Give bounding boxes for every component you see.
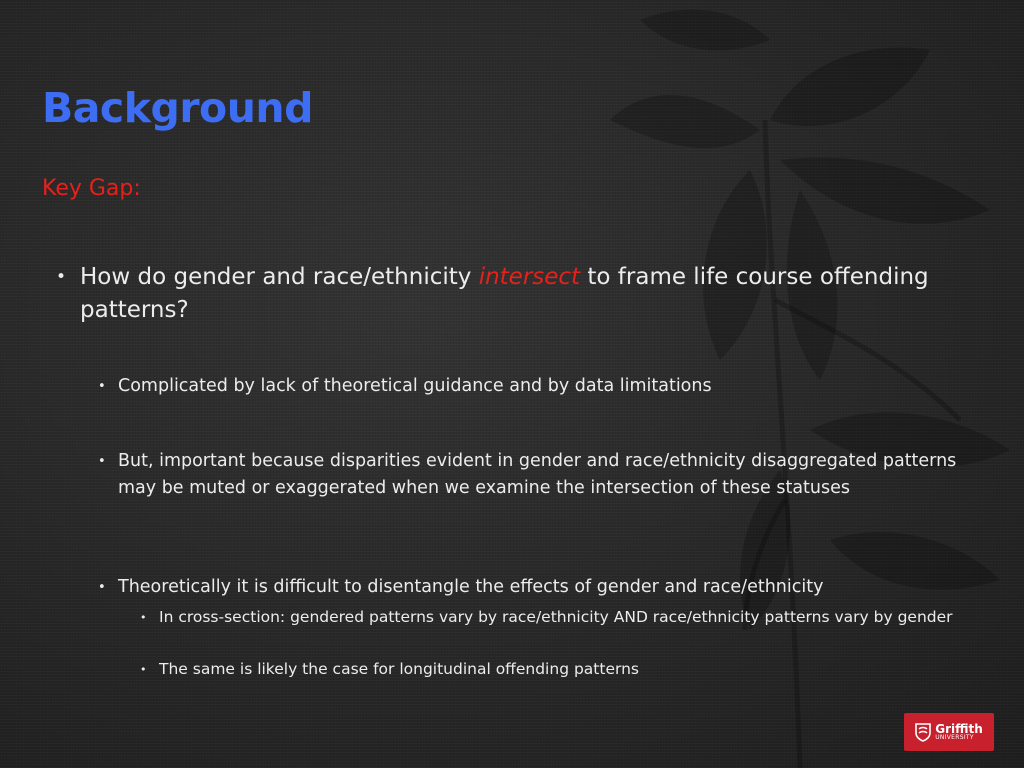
bullet-dot-icon: • (140, 663, 147, 676)
point-text: Theoretically it is difficult to disentangle the effects of gender and race/ethnicity (118, 577, 824, 597)
slide-subtitle: Key Gap: (42, 176, 141, 201)
bullet-dot-icon: • (140, 611, 147, 624)
bullet-dot-icon: • (98, 379, 106, 394)
griffith-shield-icon (915, 722, 931, 742)
subpoint-text: In cross-section: gendered patterns vary by race/ethnicity AND race/ethnicity patterns vary by gender (159, 608, 953, 626)
logo-name: Griffith (935, 722, 983, 736)
point-bullet (98, 574, 958, 601)
bullet-dot-icon: • (98, 580, 106, 595)
subpoint-bullet (140, 606, 960, 629)
slide-title: Background (42, 84, 313, 132)
point-text: But, important because disparities evident in gender and race/ethnicity disaggregated patterns may be muted or exaggerated when we examine the intersection of these statuses (118, 451, 957, 498)
point-bullet (98, 373, 958, 400)
main-question-before: How do gender and race/ethnicity (80, 264, 479, 290)
main-question-after: to frame life course offending patterns? (80, 264, 929, 323)
logo-sub: UNIVERSITY (935, 734, 974, 741)
bullet-dot-icon: • (56, 267, 67, 287)
main-question-bullet (56, 261, 976, 327)
subpoint-bullet (140, 658, 960, 681)
bullet-dot-icon: • (98, 454, 106, 469)
point-bullet (98, 448, 958, 502)
main-question-highlight: intersect (478, 264, 581, 290)
griffith-university-logo (904, 713, 994, 751)
subpoint-text: The same is likely the case for longitudinal offending patterns (159, 660, 639, 678)
main-question-text (80, 261, 976, 327)
point-text: Complicated by lack of theoretical guidance and by data limitations (118, 376, 712, 396)
logo-text (935, 723, 983, 741)
